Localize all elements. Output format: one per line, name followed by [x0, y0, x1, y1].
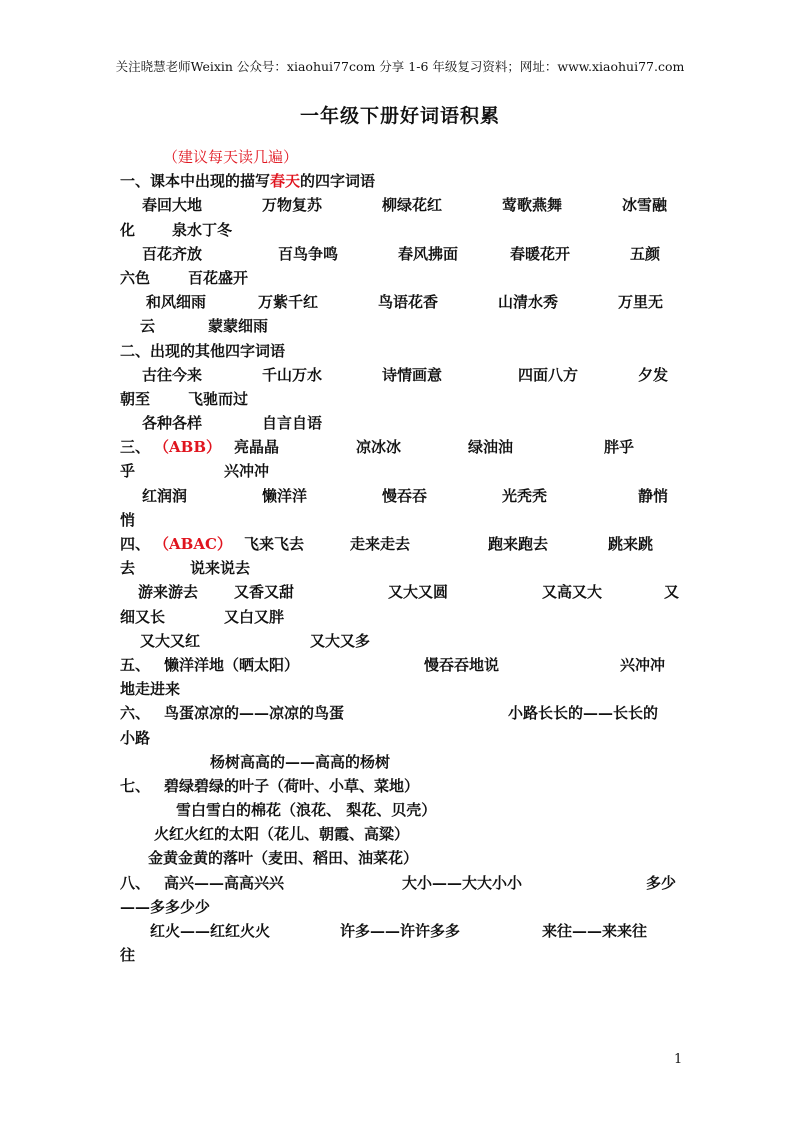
word: 金黄金黄的落叶（麦田、稻田、油菜花） [148, 849, 419, 868]
word: 和风细雨 [146, 293, 207, 312]
word: 云 [140, 317, 156, 336]
section-6-line-2 [120, 726, 680, 750]
word: 小路长长的——长长的 [508, 704, 659, 723]
word: 五颜 [630, 244, 661, 263]
section-6-line-3 [120, 750, 680, 774]
section-1-line-5 [120, 290, 680, 314]
section-8-line-4 [120, 943, 680, 967]
page-title: 一年级下册好词语积累 [299, 105, 500, 127]
section-2-line-1 [120, 363, 680, 387]
word: 又大又多 [310, 631, 371, 650]
word: 多少 [646, 873, 677, 892]
section-8-line-1 [120, 871, 680, 895]
word: 万里无 [618, 293, 664, 312]
word: 莺歌燕舞 [502, 196, 563, 215]
word: 各种各样 [142, 414, 203, 433]
section-1-line-3 [120, 242, 680, 266]
word: 春风拂面 [398, 244, 459, 263]
word: 细又长 [120, 607, 166, 626]
word: 慢吞吞地说 [424, 655, 500, 674]
word: 走来走去 [350, 535, 411, 553]
word: 万紫千红 [258, 293, 319, 312]
word: 又白又胖 [224, 607, 285, 626]
word: 自言自语 [262, 414, 323, 433]
section-8-number: 八、 [120, 873, 151, 892]
section-8-line-2 [120, 895, 680, 919]
section-5-line-1 [120, 653, 680, 677]
word: 凉冰冰 [356, 438, 402, 457]
section-2-line-3 [120, 411, 680, 435]
section-4-number: 四、 [120, 535, 151, 553]
section-4-line-2 [120, 556, 680, 580]
word: 碧绿碧绿的叶子（荷叶、小草、菜地） [164, 776, 420, 795]
word: 夕发 [638, 365, 669, 384]
word: 游来游去 [138, 583, 199, 602]
word: 去 [120, 559, 136, 578]
hint-line [120, 145, 680, 169]
word: 又 [664, 583, 680, 602]
word: 又高又大 [542, 583, 603, 602]
word: 跑来跑去 [488, 535, 549, 553]
word: 冰雪融 [622, 196, 668, 215]
word: 懒洋洋 [262, 486, 308, 505]
word: 火红火红的太阳（花儿、朝霞、高粱） [154, 825, 410, 844]
word: 胖乎 [604, 438, 635, 457]
section-1-line-4 [120, 266, 680, 290]
word: 又香又甜 [234, 583, 295, 602]
section-7-number: 七、 [120, 776, 151, 795]
section-4-line-5 [120, 629, 680, 653]
section-4-line-1 [120, 532, 680, 556]
reading-hint: （建议每天读几遍） [163, 148, 299, 166]
word: 四面八方 [518, 365, 579, 384]
word: 往 [120, 946, 136, 965]
section-1-heading-prefix: 一、课本中出现的描写 [120, 172, 271, 191]
word: 千山万水 [262, 365, 323, 384]
word: 诗情画意 [382, 365, 443, 384]
word: 兴冲冲 [224, 462, 270, 481]
section-7-line-3 [120, 822, 680, 846]
word: 兴冲冲 [620, 655, 666, 674]
section-7-line-2 [120, 798, 680, 822]
section-1-line-2 [120, 218, 680, 242]
section-6-number: 六、 [120, 704, 151, 723]
word: 古往今来 [142, 365, 203, 384]
page-header: 关注晓慧老师Weixin 公众号：xiaohui77com 分享 1-6 年级复习资料；网址：www.xiaohui77.com [115, 59, 685, 74]
word: 悄 [120, 510, 136, 529]
word: 化 [120, 220, 136, 239]
word: 春回大地 [142, 196, 203, 215]
word: 鸟蛋凉凉的——凉凉的鸟蛋 [164, 704, 345, 723]
word: 懒洋洋地（晒太阳） [164, 655, 300, 674]
word: 光秃秃 [502, 486, 548, 505]
word: 红火——红红火火 [150, 922, 271, 940]
word: 又大又圆 [388, 583, 449, 602]
section-3-line-4 [120, 508, 680, 532]
word: 大小——大大小小 [402, 873, 523, 892]
word: 跳来跳 [608, 535, 654, 553]
word: 百花齐放 [142, 244, 203, 263]
word: 百鸟争鸣 [278, 244, 339, 263]
section-1-highlight: 春天 [270, 172, 301, 191]
word: 蒙蒙细雨 [208, 317, 269, 336]
word: 柳绿花红 [382, 196, 443, 215]
section-4-line-4 [120, 605, 680, 629]
word: 说来说去 [190, 559, 251, 578]
section-3-line-2 [120, 459, 680, 483]
word: 杨树高高的——高高的杨树 [210, 752, 391, 771]
word: 鸟语花香 [378, 293, 439, 312]
word: 百花盛开 [188, 268, 249, 287]
section-2-heading-text: 二、出现的其他四字词语 [120, 341, 286, 360]
word: 高兴——高高兴兴 [164, 873, 285, 892]
section-7-line-1 [120, 774, 680, 798]
word: 红润润 [142, 486, 188, 505]
document-body [120, 145, 680, 967]
word: 来往——来来往 [542, 922, 648, 940]
word: 乎 [120, 462, 136, 481]
word: 许多——许许多多 [340, 922, 461, 940]
word: ——多多少少 [120, 897, 211, 916]
section-4-line-3 [120, 580, 680, 604]
section-3-line-3 [120, 484, 680, 508]
section-1-line-6 [120, 314, 680, 338]
section-7-line-4 [120, 846, 680, 870]
section-8-line-3 [120, 919, 680, 943]
word: 雪白雪白的棉花（浪花、 梨花、贝壳） [176, 801, 437, 820]
word: 静悄 [638, 486, 669, 505]
word: 飞驰而过 [188, 389, 249, 408]
section-4-tag: （ABAC） [154, 535, 232, 553]
word: 山清水秀 [498, 293, 559, 312]
page-number: 1 [674, 1052, 683, 1067]
word: 万物复苏 [262, 196, 323, 215]
word: 春暖花开 [510, 244, 571, 263]
section-2-line-2 [120, 387, 680, 411]
section-2-heading [120, 339, 680, 363]
section-1-heading [120, 169, 680, 193]
word: 又大又红 [140, 631, 201, 650]
word: 亮晶晶 [234, 438, 280, 457]
section-6-line-1 [120, 701, 680, 725]
word: 泉水丁冬 [172, 220, 233, 239]
word: 六色 [120, 268, 151, 287]
word: 朝至 [120, 389, 151, 408]
word: 小路 [120, 728, 151, 747]
section-3-number: 三、 [120, 438, 151, 457]
section-1-line-1 [120, 193, 680, 217]
word: 地走进来 [120, 680, 181, 699]
section-3-tag: （ABB） [154, 438, 221, 457]
section-5-number: 五、 [120, 655, 151, 674]
section-5-line-2 [120, 677, 680, 701]
word: 慢吞吞 [382, 486, 428, 505]
word: 绿油油 [468, 438, 514, 457]
section-3-line-1 [120, 435, 680, 459]
section-1-heading-suffix: 的四字词语 [300, 172, 376, 191]
word: 飞来飞去 [244, 535, 305, 553]
